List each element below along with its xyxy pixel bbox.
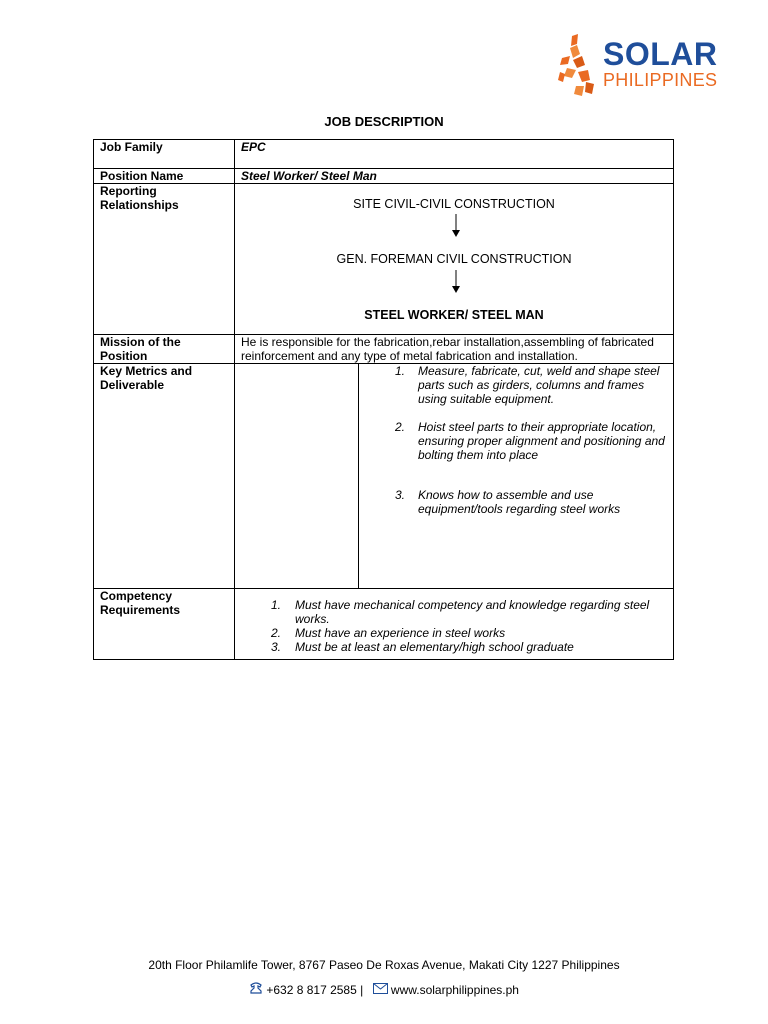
label-job-family: Job Family [94, 140, 235, 169]
value-position-name: Steel Worker/ Steel Man [235, 169, 674, 184]
row-reporting [94, 184, 674, 335]
value-mission: He is responsible for the fabrication,rebar installation,assembling of fabricated reinforcement and any type of metal fabrication and installation. [235, 335, 674, 364]
list-item: 2. Must have an experience in steel works [271, 626, 506, 640]
footer-contact [0, 982, 768, 997]
row-mission [94, 335, 674, 364]
reporting-chart [235, 184, 674, 335]
arrow-down-icon [452, 270, 460, 294]
arrow-down-icon [452, 214, 460, 238]
philippine-archipelago-mark-icon [558, 32, 602, 102]
value-job-family: EPC [235, 140, 674, 169]
reporting-level-2: GEN. FOREMAN CIVIL CONSTRUCTION [336, 252, 572, 266]
key-metrics-blank-cell [235, 364, 359, 589]
brand-subtitle: PHILIPPINES [603, 70, 718, 90]
key-metrics-list [365, 364, 667, 516]
list-item: 3. Knows how to assemble and use equipment/tools regarding steel works [395, 488, 621, 516]
label-competency: Competency Requirements [94, 589, 235, 660]
footer-address: 20th Floor Philamlife Tower, 8767 Paseo De Roxas Avenue, Makati City 1227 Philippines [148, 958, 620, 972]
list-item: 1. Measure, fabricate, cut, weld and shape steel parts such as girders, columns and frames using suitable equipment. [395, 364, 660, 406]
document-title: JOB DESCRIPTION [324, 114, 444, 129]
row-position-name [94, 169, 674, 184]
row-key-metrics [94, 364, 674, 589]
label-reporting: Reporting Relationships [94, 184, 235, 335]
row-job-family [94, 140, 674, 169]
label-mission: Mission of the Position [94, 335, 235, 364]
reporting-level-3: STEEL WORKER/ STEEL MAN [364, 308, 544, 322]
competency-cell [235, 589, 674, 660]
reporting-level-1: SITE CIVIL-CIVIL CONSTRUCTION [353, 197, 555, 211]
label-key-metrics: Key Metrics and Deliverable [94, 364, 235, 589]
brand-name: SOLAR [603, 36, 718, 72]
key-metrics-cell [359, 364, 674, 589]
competency-list [241, 598, 667, 654]
list-item: 2. Hoist steel parts to their appropriate location, ensuring proper alignment and positioning and bolting them into place [395, 420, 665, 462]
job-description-table [93, 139, 674, 660]
list-item: 1. Must have mechanical competency and knowledge regarding steel works. [271, 598, 650, 626]
list-item: 3. Must be at least an elementary/high school graduate [271, 640, 574, 654]
label-position-name: Position Name [94, 169, 235, 184]
envelope-icon [373, 983, 388, 997]
row-competency [94, 589, 674, 660]
phone-number: +632 8 817 2585 | [266, 982, 364, 997]
company-logo [558, 32, 728, 102]
phone-icon [249, 982, 263, 997]
website-link[interactable]: www.solarphilippines.ph [390, 982, 519, 997]
